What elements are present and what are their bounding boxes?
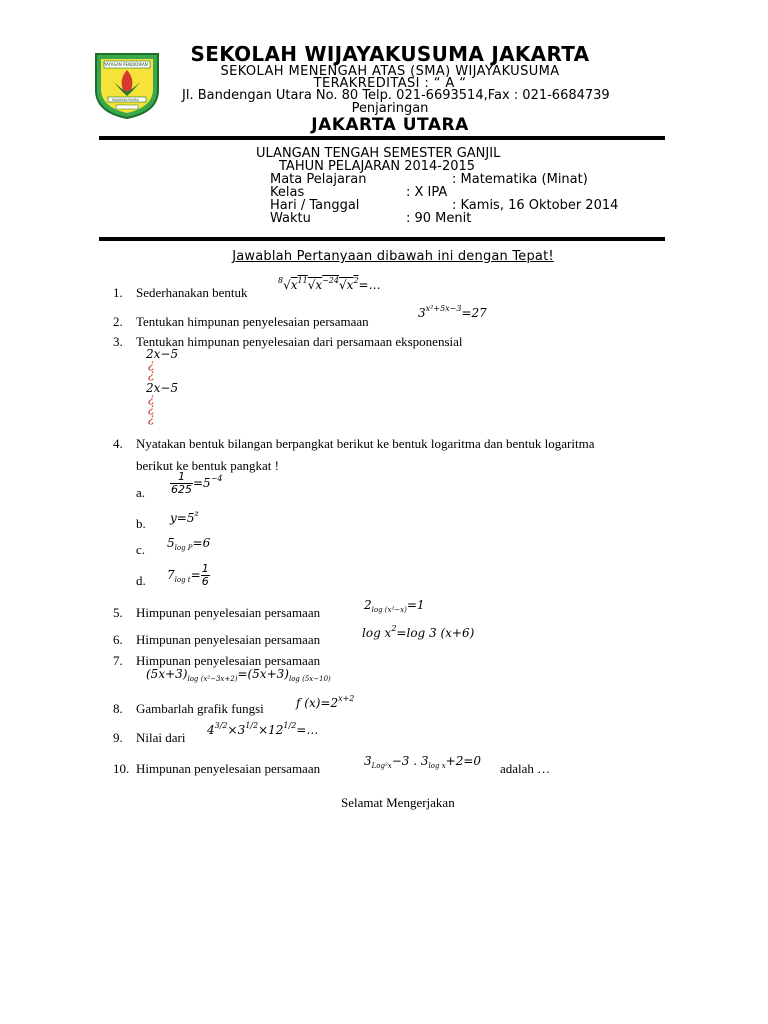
question-formula: $\frac{1}{625}$ $=5^{-4}$ — [171, 470, 223, 496]
question-formula: $(5x+3)_{log (x^2-3x+2)}=(5x+3)_{log (5x-10)}$ — [146, 667, 331, 683]
question-number: 2. — [113, 314, 123, 329]
question-number: 8. — [113, 701, 123, 716]
question-formula: $3_{Log^2x}-3$ . $3_{log x}+2=0$ — [364, 754, 482, 770]
question-number: 9. — [113, 730, 123, 745]
question-text: Himpunan penyelesaian persamaan — [136, 605, 321, 620]
city: JAKARTA UTARA — [311, 115, 469, 135]
question-text: Gambarlah grafik fungsi — [136, 701, 264, 716]
question-formula: $5_{log P}=6$ — [167, 536, 211, 552]
question-text: Himpunan penyelesaian persamaan — [136, 653, 321, 668]
subject-value: : Matematika (Minat) — [452, 172, 588, 187]
question-formula: f $(x)=2^{x+2}$ — [296, 694, 355, 710]
question-formula: $4^{3/2}\times 3^{1/2}\times 12^{1/2}=\dots$ — [207, 721, 319, 737]
question-text: Himpunan penyelesaian persamaan — [136, 761, 321, 776]
question-number: 7. — [113, 653, 123, 668]
question-formula: $7_{log t}=$ $\frac{1}{6}$ — [167, 562, 209, 588]
date-value: : Kamis, 16 Oktober 2014 — [452, 198, 619, 213]
exam-title: ULANGAN TENGAH SEMESTER GANJIL — [256, 146, 501, 161]
question-suffix: adalah … — [500, 761, 551, 776]
question-formula: $2_{log (x^2-x)}=1$ — [364, 598, 425, 614]
question-number: 10. — [113, 761, 130, 776]
sub-item-label: b. — [136, 516, 146, 531]
date-label: Hari / Tanggal — [270, 198, 360, 213]
class-label: Kelas — [270, 185, 305, 200]
question-number: 1. — [113, 285, 123, 300]
question-number: 4. — [113, 436, 123, 451]
time-label: Waktu — [270, 211, 311, 226]
logo-text-bottom: WIJAYAKUSUMA — [112, 98, 139, 102]
logo-text-top: YAYASAN PENDIDIKAN — [104, 62, 148, 67]
question-formula: 2x−5 — [146, 381, 179, 395]
question-formula: ¿ ¿ — [148, 357, 155, 381]
info-rule — [99, 237, 665, 241]
question-formula: $y=5^z$ — [170, 509, 199, 525]
sub-item-label: c. — [136, 542, 146, 557]
question-formula: 2x−5 — [146, 347, 179, 361]
question-number: 6. — [113, 632, 123, 647]
question-text: Tentukan himpunan penyelesaian persamaan — [136, 314, 369, 329]
question-number: 3. — [113, 334, 123, 349]
question-formula: $\log x^2=\log$ 3 (x+6) — [362, 624, 475, 640]
class-value: : X IPA — [406, 185, 448, 200]
question-text: Tentukan himpunan penyelesaian dari persamaan eksponensial — [136, 334, 463, 349]
address-line-1: Jl. Bandengan Utara No. 80 Telp. 021-6693514,Fax : 021-6684739 — [182, 88, 610, 103]
school-subtitle: SEKOLAH MENENGAH ATAS (SMA) WIJAYAKUSUMA — [220, 64, 560, 79]
question-text: Sederhanakan bentuk — [136, 285, 248, 300]
question-formula: $^8√x^{11}√x^{-24}√x^2=\dots$ — [278, 276, 381, 292]
address-line-2: Penjaringan — [351, 101, 429, 116]
question-text: berikut ke bentuk pangkat ! — [136, 458, 279, 473]
subject-label: Mata Pelajaran — [270, 172, 367, 187]
sub-item-label: d. — [136, 573, 146, 588]
header-rule — [99, 136, 665, 140]
question-text: Nilai dari — [136, 730, 186, 745]
accreditation: TERAKREDITASI : “ A “ — [313, 76, 467, 91]
exam-year: TAHUN PELAJARAN 2014-2015 — [279, 159, 476, 174]
instruction: Jawablah Pertanyaan dibawah ini dengan Tepat! — [232, 249, 554, 264]
time-value: : 90 Menit — [406, 211, 472, 226]
closing-text: Selamat Mengerjakan — [341, 795, 455, 810]
sub-item-label: a. — [136, 485, 146, 500]
question-formula: $3^{x^2+5x-3}=27$ — [418, 304, 487, 320]
question-text: Himpunan penyelesaian persamaan — [136, 632, 321, 647]
question-text: Nyatakan bentuk bilangan berpangkat berikut ke bentuk logaritma dan bentuk logaritma — [136, 436, 595, 451]
school-name: SEKOLAH WIJAYAKUSUMA JAKARTA — [190, 42, 590, 66]
question-formula: ¿ ¿ ¿ — [148, 391, 155, 425]
question-number: 5. — [113, 605, 123, 620]
